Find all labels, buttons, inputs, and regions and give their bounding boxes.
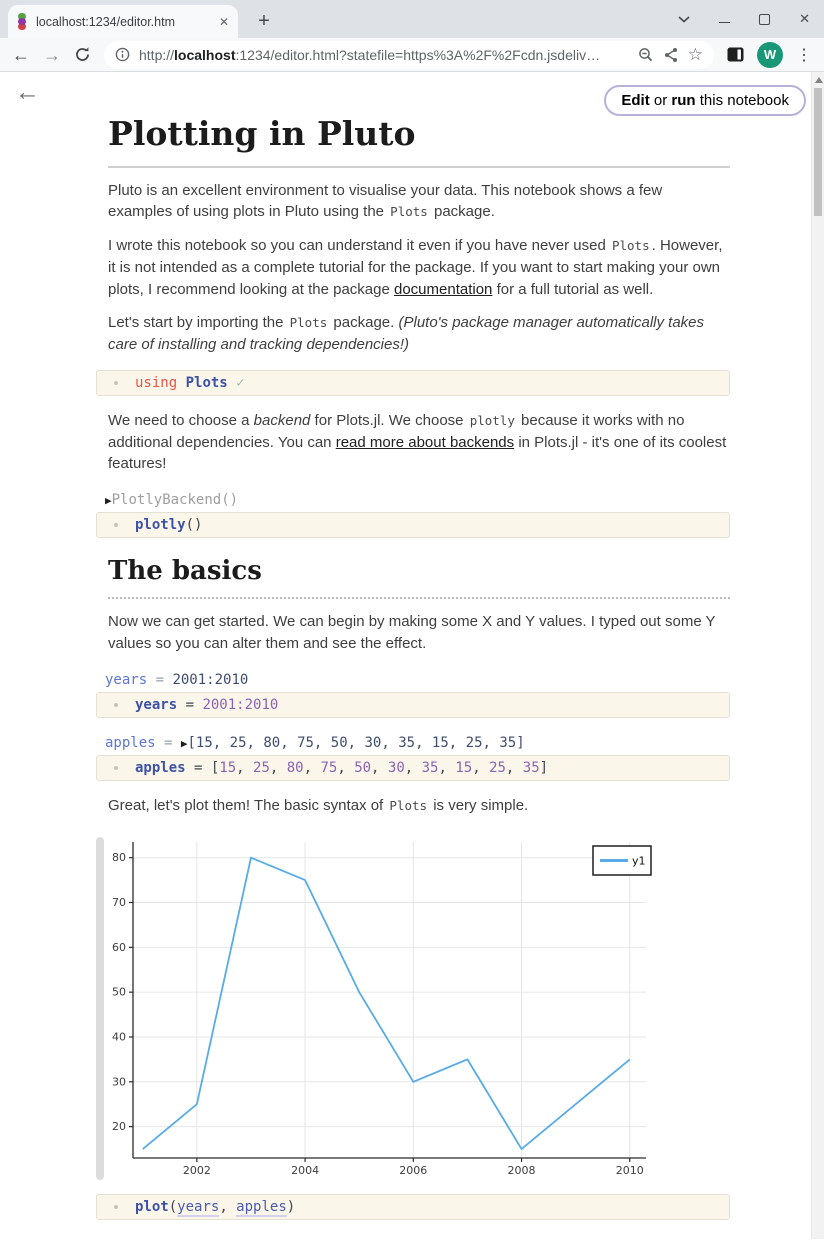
- code-cell-input[interactable]: [96, 512, 730, 538]
- prose-paragraph: I wrote this notebook so you can understand it even if you have never used Plots . However, it is not intended as a complete tutorial for the package. If you want to start making your own plots, I recommend looking at the package documentation for a full tutorial as well.: [108, 237, 723, 298]
- share-icon[interactable]: [663, 47, 679, 63]
- svg-text:70: 70: [112, 895, 126, 909]
- cell-plotly: [96, 489, 730, 538]
- cell-run-dot-icon: [114, 766, 118, 770]
- code-cell-input[interactable]: [96, 692, 730, 718]
- cell-run-dot-icon: [114, 703, 118, 707]
- cell-years: [96, 669, 730, 718]
- maximize-button[interactable]: [759, 14, 770, 25]
- prose-paragraph: We need to choose a backend for Plots.jl. We choose plotly because it works with no additional dependencies. You can read more about backends in Plots.jl - it's one of its coolest features!: [108, 411, 727, 473]
- code-line: years = 2001:2010: [135, 696, 279, 713]
- notebook-page: [0, 72, 824, 1239]
- browser-tab[interactable]: [8, 5, 238, 38]
- code-line: plot(years, apples): [135, 1198, 296, 1215]
- prose-paragraph: Let's start by importing the Plots package. (Pluto's package manager automatically takes care of installing and tracking dependencies!): [108, 314, 705, 354]
- tab-title: localhost:1234/editor.htm: [36, 14, 175, 29]
- tab-search-chevron-icon[interactable]: [678, 16, 690, 23]
- scrollbar-up-arrow[interactable]: [815, 77, 823, 83]
- zoom-out-icon[interactable]: [638, 47, 654, 63]
- side-panel-icon[interactable]: [727, 47, 744, 62]
- cell-apples: [96, 732, 730, 781]
- browser-toolbar: [0, 38, 824, 72]
- code-line: using Plots ✓: [135, 374, 245, 391]
- cell-run-dot-icon: [114, 1205, 118, 1209]
- inline-code: Plots: [611, 238, 650, 254]
- pluto-favicon-icon: [17, 14, 27, 29]
- documentation-link[interactable]: documentation: [394, 280, 493, 298]
- window-close-button[interactable]: ✕: [799, 11, 810, 26]
- notebook-back-button[interactable]: ←: [15, 78, 40, 106]
- prose-paragraph: Now we can get started. We can begin by making some X and Y values. I typed out some Y values so you can alter them and see the effect.: [108, 613, 716, 653]
- address-bar[interactable]: [104, 41, 714, 69]
- svg-text:2002: 2002: [182, 1163, 211, 1177]
- url-text: http://localhost:1234/editor.html?statefile=https%3A%2F%2Fcdn.jsdeliv…: [139, 46, 601, 63]
- cell-using-plots: [96, 370, 730, 396]
- svg-text:2010: 2010: [615, 1163, 644, 1177]
- tab-strip: [0, 0, 824, 38]
- cell-run-dot-icon: [114, 381, 118, 385]
- code-line: apples = [15, 25, 80, 75, 50, 30, 35, 15, 25, 35]: [135, 759, 549, 776]
- prose-paragraph: Great, let's plot them! The basic syntax of Plots is very simple.: [108, 796, 529, 814]
- prose-paragraph: Pluto is an excellent environment to visualise your data. This notebook shows a few examples of using plots in Pluto using the Plots package.: [108, 181, 663, 221]
- scrollbar-thumb[interactable]: [814, 88, 822, 216]
- menu-kebab-icon[interactable]: ⋮: [796, 46, 812, 64]
- code-cell-input[interactable]: [96, 370, 730, 396]
- output-scrollbar[interactable]: [96, 837, 104, 1180]
- window-controls: [678, 0, 810, 38]
- svg-text:2006: 2006: [399, 1163, 428, 1177]
- inline-code: Plots: [389, 797, 428, 813]
- italic-word: backend: [253, 411, 311, 429]
- svg-text:2008: 2008: [507, 1163, 536, 1177]
- minimize-button[interactable]: [719, 22, 730, 23]
- code-cell-input[interactable]: [96, 755, 730, 781]
- inline-code: Plots: [289, 315, 328, 331]
- notebook-content: [105, 72, 730, 1220]
- page-scrollbar: [811, 72, 824, 1239]
- cell-output[interactable]: years = 2001:2010: [105, 671, 249, 688]
- code-line: plotly(): [135, 517, 203, 534]
- cell-plot-call: [96, 1194, 730, 1220]
- svg-text:30: 30: [112, 1074, 126, 1088]
- svg-text:50: 50: [112, 985, 126, 999]
- cell-run-dot-icon: [114, 523, 118, 527]
- new-tab-button[interactable]: +: [258, 9, 270, 32]
- tab-close-icon[interactable]: ✕: [218, 14, 229, 29]
- cell-output[interactable]: apples = ▶[15, 25, 80, 75, 50, 30, 35, 15, 25, 35]: [105, 734, 525, 751]
- backends-link[interactable]: read more about backends: [335, 433, 515, 451]
- edit-run-notebook-button[interactable]: Edit or run this notebook: [604, 85, 806, 116]
- bookmark-star-icon[interactable]: ☆: [687, 45, 703, 64]
- page-title: Plotting in Pluto: [108, 114, 730, 168]
- cell-output[interactable]: ▶PlotlyBackend(): [105, 492, 239, 509]
- italic-note: (Pluto's package manager automatically takes care of installing and tracking dependencies!): [108, 314, 705, 354]
- svg-text:2004: 2004: [291, 1163, 320, 1177]
- inline-code: Plots: [390, 204, 428, 220]
- page-info-icon[interactable]: [115, 47, 130, 62]
- profile-avatar[interactable]: W: [757, 42, 783, 68]
- inline-code: plotly: [469, 412, 515, 428]
- plot-output: [96, 831, 730, 1188]
- svg-text:40: 40: [112, 1030, 126, 1044]
- back-nav-icon[interactable]: ←: [12, 44, 30, 65]
- forward-nav-icon[interactable]: →: [43, 44, 61, 65]
- svg-text:20: 20: [112, 1119, 126, 1133]
- svg-text:60: 60: [112, 940, 126, 954]
- svg-text:y1: y1: [632, 854, 646, 868]
- reload-icon[interactable]: [74, 46, 91, 63]
- svg-text:80: 80: [112, 850, 126, 864]
- line-chart[interactable]: [110, 831, 730, 1183]
- code-cell-input[interactable]: [96, 1194, 730, 1220]
- section-heading: The basics: [108, 556, 730, 599]
